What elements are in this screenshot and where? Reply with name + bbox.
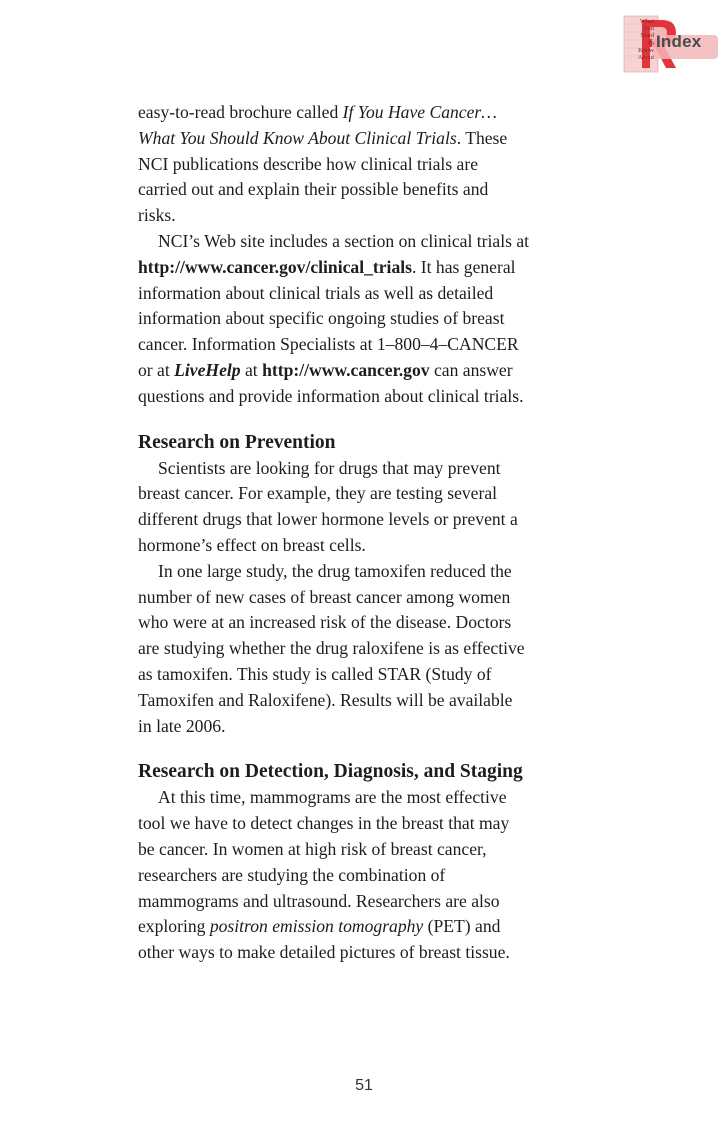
livehelp-link[interactable]: LiveHelp [174, 359, 241, 380]
heading-prevention: Research on Prevention [138, 431, 336, 453]
brochure-title: If You Have Cancer… [342, 102, 497, 122]
page-body [138, 100, 598, 966]
index-tab[interactable] [622, 14, 722, 74]
tab-text-line: Need [640, 32, 654, 40]
heading-detection: Research on Detection, Diagnosis, and Staging [138, 761, 523, 783]
cancer-gov-url[interactable]: http://www.cancer.gov [262, 359, 430, 380]
paragraph-mammograms: At this time, mammograms are the most effective tool we have to detect changes in the breast that may be cancer. In women at high risk of breast cancer, researchers are studying the combination of mammograms and ultrasound. Researchers are also exploring positron emission tomography (PET) and other ways to make detailed pictures of breast tissue. [138, 787, 510, 963]
index-link[interactable]: Index [656, 32, 702, 51]
paragraph-tamoxifen-study: In one large study, the drug tamoxifen reduced the number of new cases of breast cancer among women who were at an increased risk of the disease. Doctors are studying whether the drug raloxifene is as effective as tamoxifen. This study is called STAR (Study of Tamoxifen and Raloxifene). Results will be available in late 2006. [138, 560, 525, 736]
tab-text-line: What [639, 18, 654, 25]
clinical-trials-url[interactable]: http://www.cancer.gov/clinical_trials [138, 256, 412, 277]
tab-small-text [628, 18, 654, 61]
paragraph-prevention-drugs: Scientists are looking for drugs that may prevent breast cancer. For example, they are testing several different drugs that lower hormone levels or prevent a hormone’s effect on breast cells. [138, 457, 518, 555]
tab-text-line: You [643, 25, 654, 33]
pet-term: positron emission tomography [209, 916, 424, 937]
brochure-title-cont: What You Should Know About Clinical Trials [138, 127, 457, 148]
paragraph-nci-website: NCI’s Web site includes a section on clinical trials at http://www.cancer.gov/clinical_trials. It has general information about clinical trials as well as detailed information about specific ongoing studies of breast cancer. Information Specialists at 1–800–4–CANCER or at LiveHelp at http://www.cancer.gov can answer questions and provide information about clinical trials. [138, 230, 530, 406]
tab-text-line: To [647, 39, 654, 47]
page-number: 51 [355, 1077, 373, 1094]
paragraph-trials-brochure: easy-to-read brochure called If You Have Cancer… What You Should Know About Clinical Trials. These NCI publications describe how clinical trials are carried out and explain their possible benefits and risks. [138, 102, 508, 226]
tab-text-line: About [637, 54, 654, 62]
tab-text-line: Know [638, 46, 654, 54]
